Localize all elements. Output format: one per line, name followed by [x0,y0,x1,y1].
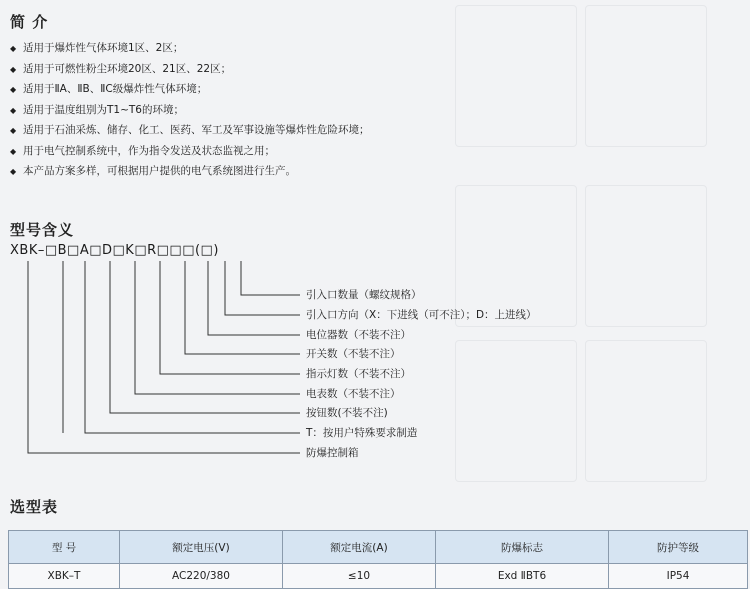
model-desc: 指示灯数（不装不注） [306,368,411,380]
leader-line [241,261,300,295]
bullet-text: 适用于石油采炼、储存、化工、医药、军工及军事设施等爆炸性危险环境； [23,124,370,136]
leader-line [85,261,300,433]
diamond-icon: ◆ [10,167,17,176]
table-cell: ≤10 [283,564,436,589]
model-desc: T：按用户特殊要求制造 [306,427,418,439]
table-cell: AC220/380 [120,564,283,589]
bullet-text: 适用于爆炸性气体环境1区、2区； [23,42,184,54]
model-desc: 开关数（不装不注） [306,348,401,360]
table-cell: IP54 [609,564,748,589]
column-header: 额定电压(V) [120,531,283,564]
model-desc: 按钮数(不装不注) [306,407,388,419]
leader-line [110,261,300,413]
leader-line [160,261,300,374]
model-desc: 引入口方向（X：下进线（可不注）；D：上进线） [306,309,537,321]
selection-heading: 选型表 [10,498,59,516]
model-desc: 电位器数（不装不注） [306,329,411,341]
diamond-icon: ◆ [10,126,17,135]
column-header: 防护等级 [609,531,748,564]
leader-line [208,261,300,335]
table-row [9,564,748,589]
table-header-row [9,531,748,564]
diamond-icon: ◆ [10,105,17,115]
model-desc: 防爆控制箱 [306,447,359,459]
diamond-icon: ◆ [10,64,17,74]
leader-line [225,261,300,315]
bullet-text: 适用于ⅡA、ⅡB、ⅡC级爆炸性气体环境； [23,83,208,95]
diamond-icon: ◆ [10,85,17,94]
intro-heading: 简 介 [10,13,49,31]
leader-line [28,261,300,453]
diamond-icon: ◆ [10,44,17,53]
bullet-text: 本产品方案多样，可根据用户提供的电气系统图进行生产。 [23,165,296,177]
model-code: XBK–□B□A□D□K□R□□□(□) [10,243,219,258]
bullet-text: 适用于温度组别为T1~T6的环境； [23,103,184,116]
model-heading: 型号含义 [10,221,75,239]
table-cell: XBK–T [9,564,120,589]
bullet-text: 用于电气控制系统中，作为指令发送及状态监视之用； [23,144,275,157]
column-header: 型 号 [9,531,120,564]
column-header: 防爆标志 [436,531,609,564]
model-desc: 电表数（不装不注） [306,388,401,400]
leader-line [185,261,300,354]
diamond-icon: ◆ [10,146,17,156]
selection-table [8,530,748,589]
model-desc: 引入口数量（螺纹规格） [306,289,422,301]
table-cell: Exd ⅡBT6 [436,564,609,589]
bullet-text: 适用于可燃性粉尘环境20区、21区、22区； [23,62,232,75]
column-header: 额定电流(A) [283,531,436,564]
